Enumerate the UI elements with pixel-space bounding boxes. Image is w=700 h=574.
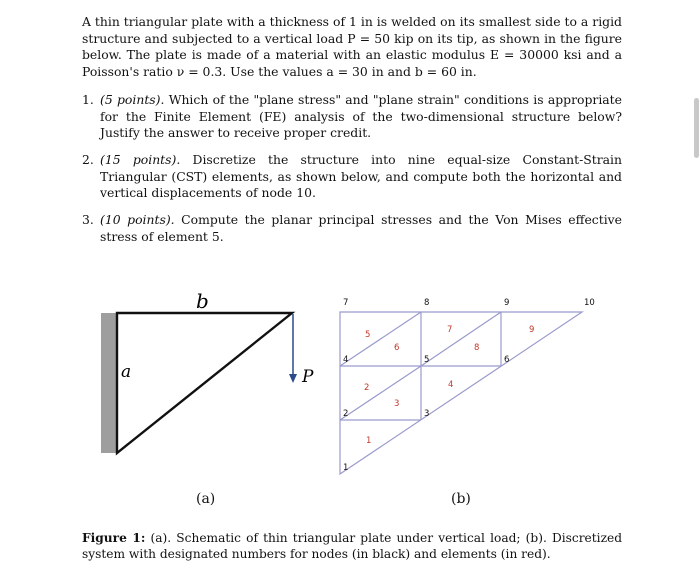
element-label-6: 6 bbox=[394, 343, 400, 353]
node-label-5: 5 bbox=[424, 355, 430, 365]
figure-b-label: (b) bbox=[451, 491, 471, 507]
question-2-points: (15 points). bbox=[100, 152, 181, 167]
mesh-line-d2 bbox=[421, 312, 501, 366]
element-label-3: 3 bbox=[394, 399, 400, 409]
question-2-number: 2. bbox=[82, 152, 94, 167]
triangular-plate bbox=[117, 313, 292, 453]
question-3-points: (10 points). bbox=[100, 212, 175, 227]
element-label-4: 4 bbox=[448, 380, 454, 390]
caption-label: Figure 1: bbox=[82, 531, 146, 545]
caption-text: (a). Schematic of thin triangular plate under vertical load; (b). Discretized system with designated numbers for nodes (in black) and elements (in red). bbox=[82, 531, 623, 561]
node-label-10: 10 bbox=[584, 298, 595, 308]
mesh-outline bbox=[340, 312, 582, 474]
vertical-scrollbar[interactable] bbox=[694, 98, 699, 158]
rigid-wall bbox=[101, 313, 116, 453]
load-p-label: P bbox=[302, 367, 314, 387]
node-label-1: 1 bbox=[343, 463, 349, 473]
node-label-8: 8 bbox=[424, 298, 430, 308]
question-3-number: 3. bbox=[82, 212, 94, 227]
node-label-7: 7 bbox=[343, 298, 349, 308]
question-1-points: (5 points). bbox=[100, 92, 165, 107]
load-arrow-icon bbox=[289, 374, 297, 383]
problem-statement: A thin triangular plate with a thickness of 1 in is welded on its smallest side to a rigid structure and subjected to a vertical load P = 50 kip on its tip, as shown in the figure below. The plate is made of a material with an elastic modulus E = 30000 ksi and a Poisson's ratio ν = 0.3. Use the values a = 30 in and b = 60 in. bbox=[82, 14, 622, 79]
figure-a-label: (a) bbox=[196, 491, 216, 507]
question-3-text: Compute the planar principal stresses and the Von Mises effective stress of element 5. bbox=[100, 212, 622, 244]
figure-caption bbox=[82, 530, 622, 562]
dimension-b-label: b bbox=[196, 289, 209, 313]
element-label-7: 7 bbox=[447, 325, 453, 335]
element-label-8: 8 bbox=[474, 343, 480, 353]
figure-b-mesh bbox=[340, 298, 595, 474]
element-label-2: 2 bbox=[364, 383, 370, 393]
mesh-line-d1 bbox=[340, 312, 421, 366]
node-label-4: 4 bbox=[343, 355, 349, 365]
node-label-2: 2 bbox=[343, 409, 349, 419]
question-1-text: Which of the "plane stress" and "plane strain" conditions is appropriate for the Finite Element (FE) analysis of the two-dimensional structure below? Justify the answer to receive proper credit. bbox=[100, 92, 622, 140]
question-2-text: Discretize the structure into nine equal-size Constant-Strain Triangular (CST) elements, as shown below, and compute both the horizontal and vertical displacements of node 10. bbox=[100, 152, 622, 200]
dimension-a-label: a bbox=[121, 362, 132, 382]
mesh-line-d3 bbox=[340, 366, 421, 420]
question-1-number: 1. bbox=[82, 92, 94, 107]
element-label-9: 9 bbox=[529, 325, 535, 335]
node-label-9: 9 bbox=[504, 298, 510, 308]
node-label-6: 6 bbox=[504, 355, 510, 365]
node-label-3: 3 bbox=[424, 409, 430, 419]
figure-a-schematic bbox=[101, 289, 314, 453]
element-label-1: 1 bbox=[366, 436, 372, 446]
element-label-5: 5 bbox=[365, 330, 371, 340]
